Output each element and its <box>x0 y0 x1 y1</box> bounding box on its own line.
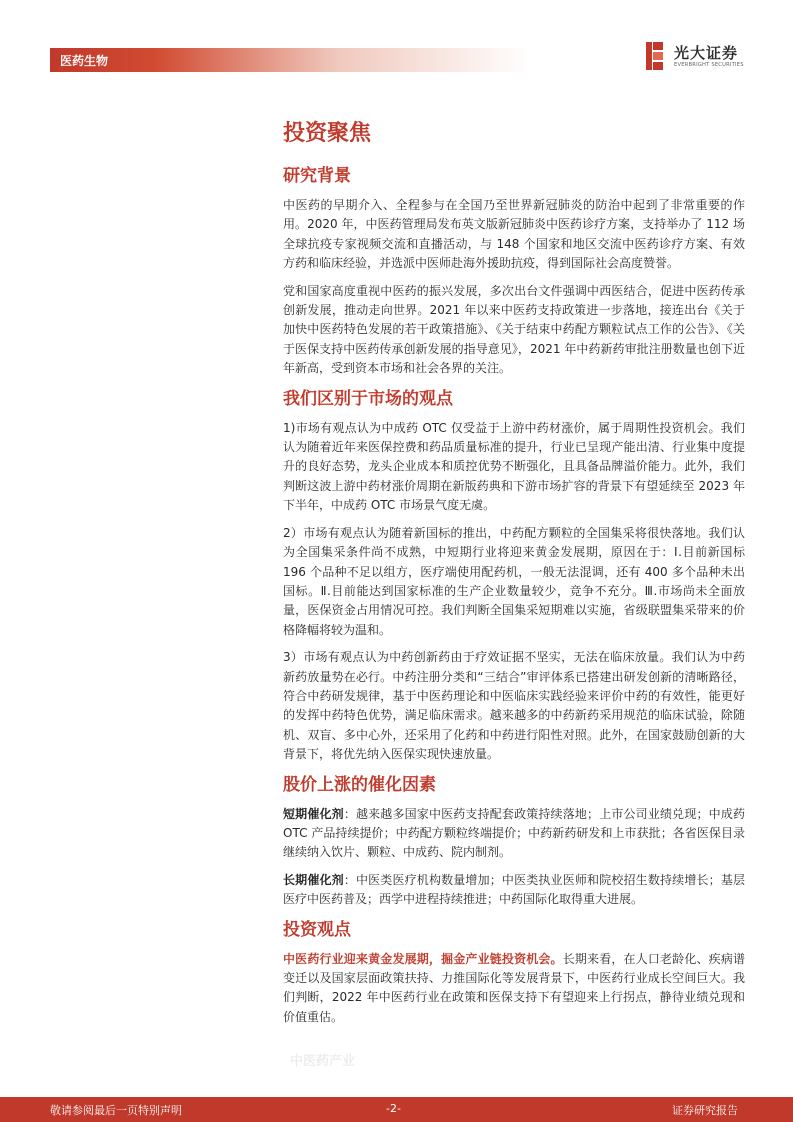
paragraph: 1)市场有观点认为中成药 OTC 仅受益于上游中药材涨价，属于周期性投资机会。我们认为随着近年来医保控费和药品质量标准的提升，行业已呈现产能出清、行业集中度提升的良好态势，龙头企业成本和质控优势不断强化，且具备品牌溢价能力。此外，我们判断这波上游中药材涨价周期在新版药典和下游市场扩容的背景下有望延续至 2023 年下半年，中成药 OTC 市场景气度无虞。 <box>283 420 745 513</box>
investment-view-paragraph <box>283 950 745 1028</box>
section-differentiated-views <box>283 387 745 765</box>
page-title: 投资聚焦 <box>283 121 372 146</box>
short-term-catalysts <box>283 805 745 863</box>
faded-next-heading: 中医药产业 <box>290 1054 356 1069</box>
everbright-logo-icon <box>646 42 664 70</box>
short-term-text: ：越来越多国家中医药支持配套政策持续落地；上市公司业绩兑现；中成药 OTC 产品持续提价；中药配方颗粒终端提价；中药新药研发和上市获批；各省医保目录继续纳入饮片、颗粒、中成药、院内制剂。 <box>283 806 745 860</box>
section-research-background <box>283 164 745 379</box>
footer-report-type: 证券研究报告 <box>672 1104 738 1117</box>
long-term-catalysts <box>283 871 745 910</box>
long-term-label: 长期催化剂 <box>283 872 344 887</box>
short-term-label: 短期催化剂 <box>283 806 344 821</box>
section-title: 股价上涨的催化因素 <box>283 774 436 795</box>
footer-bar <box>0 1097 793 1122</box>
body-text: 长期来看，在人口老龄化、疾病谱变迁以及国家层面政策扶持、力推国际化等发展背景下，中医药行业成长空间巨大。我们判断，2022 年中医药行业在政策和医保支持下有望迎来上行拐点，静待业绩兑现和价值重估。 <box>283 951 745 1024</box>
footer-disclaimer: 敬请参阅最后一页特别声明 <box>50 1104 182 1117</box>
paragraph: 3）市场有观点认为中药创新药由于疗效证据不坚实，无法在临床放量。我们认为中药新药放量势在必行。中药注册分类和“三结合”审评体系已搭建出研发创新的清晰路径，符合中药研发规律，基于中医药理论和中医临床实践经验来评价中药的有效性，能更好的发挥中药特色优势，满足临床需求。越来越多的中药新药采用规范的临床试验，除随机、双盲、多中心外，还采用了化药和中药进行阳性对照。此外，在国家鼓励创新的大背景下，将优先纳入医保实现快速放量。 <box>283 650 745 762</box>
brand-name: 光大证券 <box>674 44 739 62</box>
section-investment-view <box>283 918 745 1028</box>
section-title: 研究背景 <box>283 166 351 186</box>
paragraph: 党和国家高度重视中医药的振兴发展，多次出台文件强调中西医结合，促进中医药传承创新发展，推动走向世界。2021 年以来中医药支持政策进一步落地，接连出台《关于加快中医药特色发展的若干政策措施》、《关于结束中药配方颗粒试点工作的公告》、《关于医保支持中医药传承创新发展的指导意见》，2021 年中药新药审批注册数量也创下近年新高，受到资本市场和社会各界的关注。 <box>283 283 745 376</box>
brand-logo <box>646 40 746 74</box>
section-catalysts <box>283 773 745 910</box>
section-title: 我们区别于市场的观点 <box>283 388 453 409</box>
page-number: -2- <box>386 1102 401 1115</box>
section-title: 投资观点 <box>283 919 351 940</box>
highlight-text: 中医药行业迎来黄金发展期，掘金产业链投资机会。 <box>283 951 563 966</box>
paragraph: 中医药的早期介入、全程参与在全国乃至世界新冠肺炎的防治中起到了非常重要的作用。2020 年，中医药管理局发布英文版新冠肺炎中医药诊疗方案，支持举办了 112 场全球抗疫专家视频交流和直播活动，与 148 个国家和地区交流中医药诊疗方案、有效方药和临床经验，并选派中医师赴海外援助抗疫，得到国际社会高度赞誉。 <box>283 198 745 271</box>
long-term-text: ：中医类医疗机构数量增加；中医类执业医师和院校招生数持续增长；基层医疗中医药普及；西学中进程持续推进；中药国际化取得重大进展。 <box>283 872 745 907</box>
industry-label: 医药生物 <box>60 54 109 68</box>
header-bar <box>50 48 530 72</box>
paragraph: 2）市场有观点认为随着新国标的推出，中药配方颗粒的全国集采将很快落地。我们认为全国集采条件尚不成熟，中短期行业将迎来黄金发展期，原因在于：Ⅰ.目前新国标 196 个品种不足以组方，医疗端使用配药机，一般无法混调，还有 400 多个品种未出国标。Ⅱ.目前能达到国家标准的生产企业数量较少，竞争不充分。Ⅲ.市场尚未全面放量，医保资金占用情况可控。我们判断全国集采短期难以实施，省级联盟集采带来的价格降幅将较为温和。 <box>283 525 745 637</box>
brand-subtitle: EVERBRIGHT SECURITIES <box>674 62 744 68</box>
main-content <box>283 118 745 1035</box>
